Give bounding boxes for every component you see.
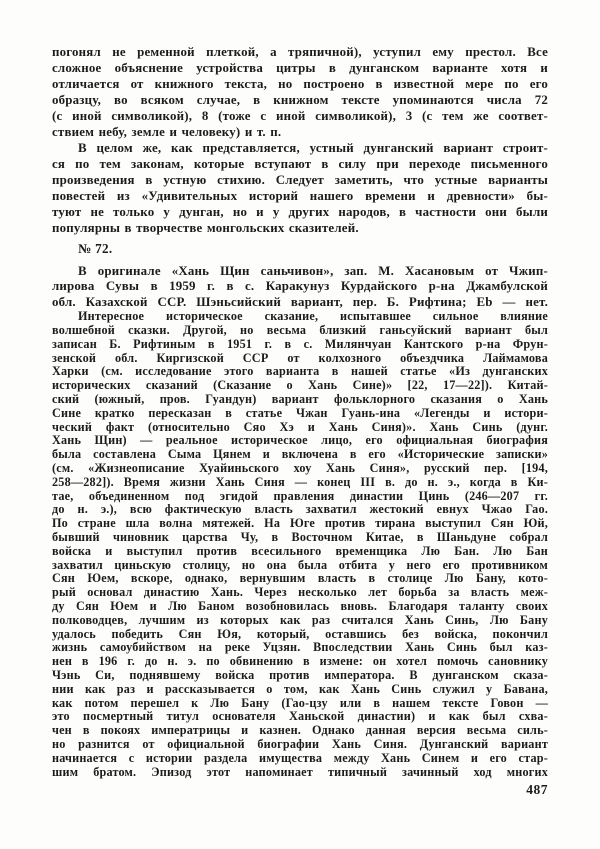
text-line: полководцев, лучшим из которых как раз считался Хань Синь, Лю Бану (52, 612, 548, 627)
text-line: тае, объединенном под эгидой правления династии Цинь (246—207 гг. (52, 488, 548, 503)
text-line: как потом перешел к Лю Бану (Гао-цзу или в нашем тексте Говон — (52, 695, 548, 710)
text-line: 258—282]). Время жизни Хань Синя — конец III в. до н. э., когда в Ки- (52, 474, 548, 489)
text-line: ду Сян Юем и Лю Баном возобновилась вновь. Благодаря таланту своих (52, 598, 548, 613)
text-line: В целом же, как представляется, устный дунганский вариант строит- (78, 141, 548, 155)
text-line: нии как раз и рассказывается о том, как Хань Синь служил у Бавана, (52, 681, 548, 696)
text-line: ческий факт (относительно Сяо Хэ и Хань Синя)». Хань Синь (дунг. (52, 419, 548, 434)
text-line: отличается от книжного текста, но построено в известной мере по его (52, 77, 548, 91)
paragraph (52, 264, 548, 310)
text-line: исторических сказаний (Сказание о Хань Сине)» [22, 17—22]). Китай- (52, 378, 548, 393)
text-line: популярны в творчестве монгольских сказителей. (52, 221, 359, 235)
text-line: Хань Щин) — реальное историческое лицо, его официальная биография (52, 433, 548, 448)
text-line: погонял не ременной плеткой, а тряпичной), уступил ему престол. Все (52, 45, 548, 59)
text-line: ствием небу, земле и человеку) и т. п. (52, 125, 282, 139)
text-line: чен в покоях императрицы и казнен. Однако данная версия весьма силь- (52, 723, 548, 738)
section-heading: № 72. (78, 241, 113, 256)
paragraph (52, 310, 548, 779)
text-line: до н. э.), всю фактическую власть захватил жестокий евнух Чжао Гао. (52, 502, 548, 517)
text-line: войска и выступил против всесильного временщика Лю Бан. Лю Бан (52, 543, 548, 558)
text-line: Харки (см. исследование этого варианта в нашей статье «Из дунганских (52, 364, 548, 379)
text-line: ский (южный, пров. Гуандун) вариант фольклорного сказания о Хань (52, 392, 548, 406)
text-line: ся по тем законам, которые вступают в силу при переходе письменного (52, 157, 548, 171)
text-line: сложное объяснение устройства цитры в дунганском варианте хотя и (52, 61, 548, 75)
text-block (52, 44, 548, 779)
text-line: бывший чиновник царства Чу, в Восточном Китае, в Шаньдуне собрал (52, 529, 548, 544)
text-line: Чэнь Си, поднявшему войска против императора. В дунганском сказа- (52, 667, 548, 682)
text-line: зенской обл. Киргизской ССР от колхозного объездчика Лаймамова (52, 350, 548, 365)
text-line: захватил циньскую столицу, но она была отбита у него его противником (52, 557, 548, 572)
text-line: Сян Юем, вскоре, однако, вернувшим власть в столице Лю Бану, кото- (52, 571, 548, 586)
text-line: удалось победить Сян Юя, который, оставшись без войска, покончил (52, 626, 548, 641)
text-line: повестей из «Удивительных историй нашего времени и древности» бы- (52, 189, 548, 203)
paragraph-continuation (52, 44, 548, 140)
text-line: рый основал династию Хань. Через несколько лет борьба за власть меж- (52, 585, 548, 600)
text-line: (см. «Жизнеописание Хуайиньского хоу Хань Синя», русский пер. [194, (52, 460, 548, 475)
text-line: жизнь самоубийством на реке Уцзян. Впоследствии Хань Синь был каз- (52, 640, 548, 655)
text-line: По стране шла волна мятежей. На Юге против тирана выступил Сян Юй, (52, 516, 548, 531)
text-line: Интересное историческое сказание, испытавшее сильное влияние (78, 309, 548, 324)
text-line: была составлена Сыма Цянем и включена в его «Исторические записки» (52, 447, 548, 462)
text-line: Сине кратко пересказан в статье Чжан Гуань-ина «Легенды и истори- (52, 405, 548, 420)
text-line: В оригинале «Хань Щин саньчивон», зап. М. Хасановым от Чжип- (78, 264, 548, 278)
text-line: туют не только у дунган, но и у других народов, в частности они были (52, 205, 548, 219)
text-line: начинается с истории раздела имущества между Хань Синем и его стар- (52, 750, 548, 765)
text-line: записан Б. Рифтиным в 1951 г. в с. Милянчуан Кантского р-на Фрун- (52, 336, 548, 351)
paragraph (52, 140, 548, 236)
text-line: обл. Казахской ССР. Шэньсийский вариант, пер. Б. Рифтина; Eb — нет. (52, 294, 548, 309)
page-number: 487 (526, 782, 548, 797)
text-line: нен в 196 г. до н. э. по обвинению в измене: он хотел помочь сановнику (52, 654, 548, 669)
text-line: произведения в устную стихию. Следует заметить, что устные варианты (52, 173, 548, 187)
text-line: это посмертный титул основателя Ханьской династии) и как был схва- (52, 709, 548, 724)
text-line: шим братом. Эпизод этот напоминает типичный зачинный ход многих (52, 764, 548, 779)
text-line: образцу, во всяком случае, в книжном тексте упоминаются числа 72 (52, 93, 548, 107)
text-line: но разнится от официальной биографии Хань Синя. Дунганский вариант (52, 736, 548, 751)
text-line: лирова Сувы в 1959 г. в с. Каракунуз Курдайского р-на Джамбулской (52, 279, 548, 294)
text-line: волшебной сказки. Другой, но весьма близкий ганьсуйский вариант был (52, 323, 548, 338)
text-line: (с иной символикой), 8 (тоже с иной символикой), 3 (с тем же соответ- (52, 109, 548, 123)
